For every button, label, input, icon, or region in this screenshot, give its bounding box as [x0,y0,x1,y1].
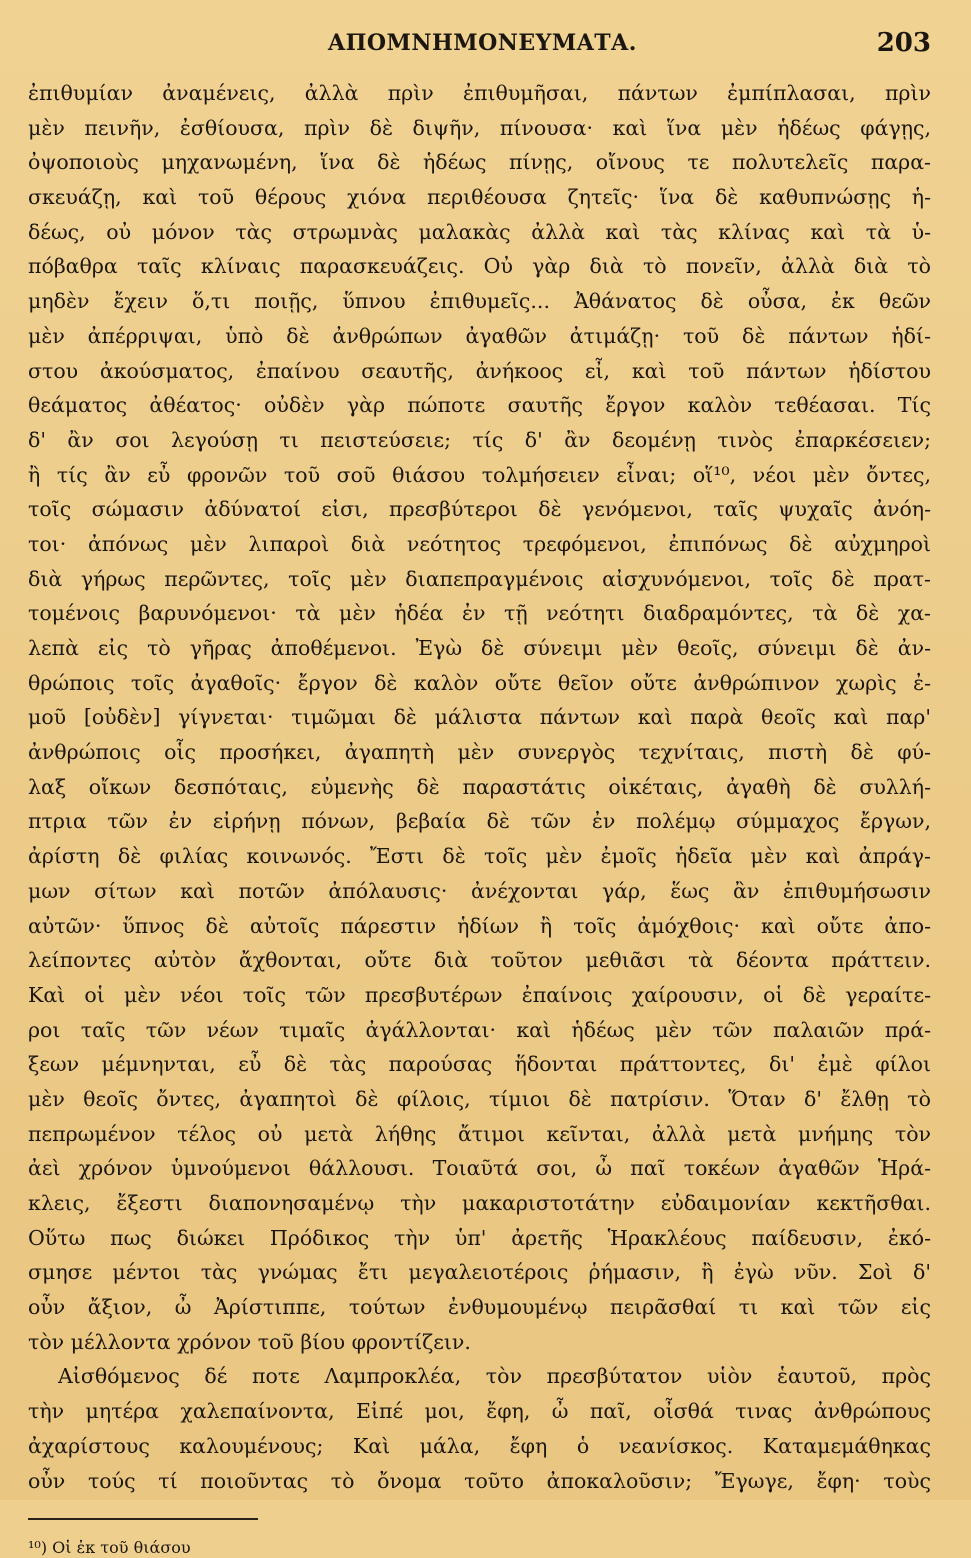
text-line: ἢ τίς ἂν εὖ φρονῶν τοῦ σοῦ θιάσου τολμήσειεν εἶναι; οἵ¹⁰, νέοι μὲν ὄντες, [28,462,931,487]
text-line: Αἰσθόμενος δέ ποτε Λαμπροκλέα, τὸν πρεσβύτατον υἱὸν ἑαυτοῦ, πρὸς [58,1364,931,1389]
text-line: μὲν ἀπέρριψαι, ὑπὸ δὲ ἀνθρώπων ἀγαθῶν ἀτιμάζῃ· τοῦ δὲ πάντων ἡδί- [28,323,931,348]
text-line: τομένοις βαρυνόμενοι· τὰ μὲν ἡδέα ἐν τῇ νεότητι διαδραμόντες, τὰ δὲ χα- [28,601,931,626]
text-line: οὖν τούς τί ποιοῦντας τὸ ὄνομα τοῦτο ἀποκαλοῦσιν; Ἔγωγε, ἔφη· τοὺς [28,1468,931,1493]
text-line: μηδὲν ἔχειν ὅ,τι ποιῇς, ὕπνου ἐπιθυμεῖς... Ἀθάνατος δὲ οὖσα, ἐκ θεῶν [28,289,931,314]
text-line: πτρια τῶν ἐν εἰρήνῃ πόνων, βεβαία δὲ τῶν ἐν πολέμῳ σύμμαχος ἔργων, [28,809,931,834]
text-line: ἀεὶ χρόνον ὑμνούμενοι θάλλουσι. Τοιαῦτά σοι, ὦ παῖ τοκέων ἀγαθῶν Ἡρά- [28,1156,931,1181]
text-line: θεάματος ἀθέατος· οὐδὲν γὰρ πώποτε σαυτῆς ἔργον καλὸν τεθέασαι. Τίς [28,393,931,418]
text-line: μὲν θεοῖς ὄντες, ἀγαπητοὶ δὲ φίλοις, τίμιοι δὲ πατρίσιν. Ὅταν δ' ἔλθῃ τὸ [28,1086,931,1111]
text-line: ἀνθρώποις οἷς προσήκει, ἀγαπητὴ μὲν συνεργὸς τεχνίταις, πιστὴ δὲ φύ- [28,740,931,765]
text-line: σμησε μέντοι τὰς γνώμας ἔτι μεγαλειοτέροις ῥήμασιν, ἢ ἐγὼ νῦν. Σοὶ δ' [28,1260,931,1285]
text-line: οὖν ἄξιον, ὦ Ἀρίστιππε, τούτων ἐνθυμουμένῳ πειρᾶσθαί τι καὶ τῶν εἰς [28,1295,931,1320]
text-line: διὰ γήρως περῶντες, τοῖς μὲν διαπεπραγμένοις αἰσχυνόμενοι, τοῖς δὲ πρατ- [28,566,931,591]
text-line: λαξ οἴκων δεσπόταις, εὐμενὴς δὲ παραστάτις οἰκέταις, ἀγαθὴ δὲ συλλή- [28,774,931,799]
text-line: λείποντες αὐτὸν ἄχθονται, οὔτε διὰ τοῦτον μεθιᾶσι τὰ δέοντα πράττειν. [28,948,931,973]
text-line: δέως, οὐ μόνον τὰς στρωμνὰς μαλακὰς ἀλλὰ καὶ τὰς κλίνας καὶ τὰ ὑ- [28,219,931,244]
text-line: σκευάζῃ, καὶ τοῦ θέρους χιόνα περιθέουσα ζητεῖς· ἵνα δὲ καθυπνώσῃς ἡ- [28,185,931,210]
text-line: ὀψοποιοὺς μηχανωμένη, ἵνα δὲ ἡδέως πίνῃς, οἴνους τε πολυτελεῖς παρα- [28,150,931,175]
text-line: Οὕτω πως διώκει Πρόδικος τὴν ὑπ' ἀρετῆς Ἡρακλέους παίδευσιν, ἐκό- [28,1225,931,1250]
text-line: λεπὰ εἰς τὸ γῆρας ἀποθέμενοι. Ἐγὼ δὲ σύνειμι μὲν θεοῖς, σύνειμι δὲ ἀν- [28,636,931,660]
text-line: πεπρωμένον τέλος οὐ μετὰ λήθης ἄτιμοι κεῖνται, ἀλλὰ μετὰ μνήμης τὸν [28,1121,931,1146]
text-line: ἀχαρίστους καλουμένους; Καὶ μάλα, ἔφη ὁ νεανίσκος. Καταμεμάθηκας [28,1433,931,1458]
text-line: δ' ἂν σοι λεγούσῃ τι πειστεύσειε; τίς δ' ἂν δεομένῃ τινὸς ἐπαρκέσειεν; [28,427,931,452]
page-header [28,28,931,68]
footnote: ¹⁰) Οἱ ἐκ τοῦ θιάσου [28,1538,191,1558]
text-line: αὐτῶν· ὕπνος δὲ αὐτοῖς πάρεστιν ἡδίων ἢ τοῖς ἀμόχθοις· καὶ οὔτε ἀπο- [28,913,931,938]
text-line: μοῦ [οὐδὲν] γίγνεται· τιμῶμαι δὲ μάλιστα πάντων καὶ παρὰ θεοῖς καὶ παρ' [28,705,931,730]
text-line: ξεων μέμνηνται, εὖ δὲ τὰς παρούσας ἥδονται πράττοντες, δι' ἐμὲ φίλοι [28,1052,931,1077]
text-line: μὲν πεινῆν, ἐσθίουσα, πρὶν δὲ διψῆν, πίνουσα· καὶ ἵνα μὲν ἡδέως φάγῃς, [28,115,931,140]
page-number: 203 [876,28,931,58]
text-line: τὴν μητέρα χαλεπαίνοντα, Εἰπέ μοι, ἔφη, ὦ παῖ, οἶσθά τινας ἀνθρώπους [28,1399,931,1424]
text-line: τὸν μέλλοντα χρόνον τοῦ βίου φροντίζειν. [28,1329,471,1354]
text-line: τοι· ἀπόνως μὲν λιπαροὶ διὰ νεότητος τρεφόμενοι, ἐπιπόνως δὲ αὐχμηροὶ [28,531,931,556]
text-line: τοῖς σώμασιν ἀδύνατοί εἰσι, πρεσβύτεροι δὲ γενόμενοι, ταῖς ψυχαῖς ἀνόη- [28,497,931,522]
text-line: κλεις, ἔξεστι διαπονησαμένῳ τὴν μακαριστοτάτην εὐδαιμονίαν κεκτῆσθαι. [28,1191,931,1215]
text-line: ἐπιθυμίαν ἀναμένεις, ἀλλὰ πρὶν ἐπιθυμῆσαι, πάντων ἐμπίπλασαι, πρὶν [28,81,931,105]
running-title: ΑΠΟΜΝΗΜΟΝΕΥΜΑΤΑ. [328,30,637,56]
text-line: πόβαθρα ταῖς κλίναις παρασκευάζεις. Οὐ γὰρ διὰ τὸ πονεῖν, ἀλλὰ διὰ τὸ [28,254,931,279]
text-line: ἀρίστη δὲ φιλίας κοινωνός. Ἔστι δὲ τοῖς μὲν ἐμοῖς ἡδεῖα μὲν καὶ ἀπράγ- [28,844,931,869]
footnote-rule [28,1518,258,1520]
text-line: ροι ταῖς τῶν νέων τιμαῖς ἀγάλλονται· καὶ ἡδέως μὲν τῶν παλαιῶν πρά- [28,1017,931,1042]
text-line: Καὶ οἱ μὲν νέοι τοῖς τῶν πρεσβυτέρων ἐπαίνοις χαίρουσιν, οἱ δὲ γεραίτε- [28,982,931,1007]
text-line: μων σίτων καὶ ποτῶν ἀπόλαυσις· ἀνέχονται γάρ, ἕως ἂν ἐπιθυμήσωσιν [28,878,931,903]
text-line: θρώποις τοῖς ἀγαθοῖς· ἔργον δὲ καλὸν οὔτε θεῖον οὔτε ἀνθρώπινον χωρὶς ἐ- [28,670,931,695]
text-line: στου ἀκούσματος, ἐπαίνου σεαυτῆς, ἀνήκοος εἶ, καὶ τοῦ πάντων ἡδίστου [28,358,931,383]
body-text [28,76,931,1498]
